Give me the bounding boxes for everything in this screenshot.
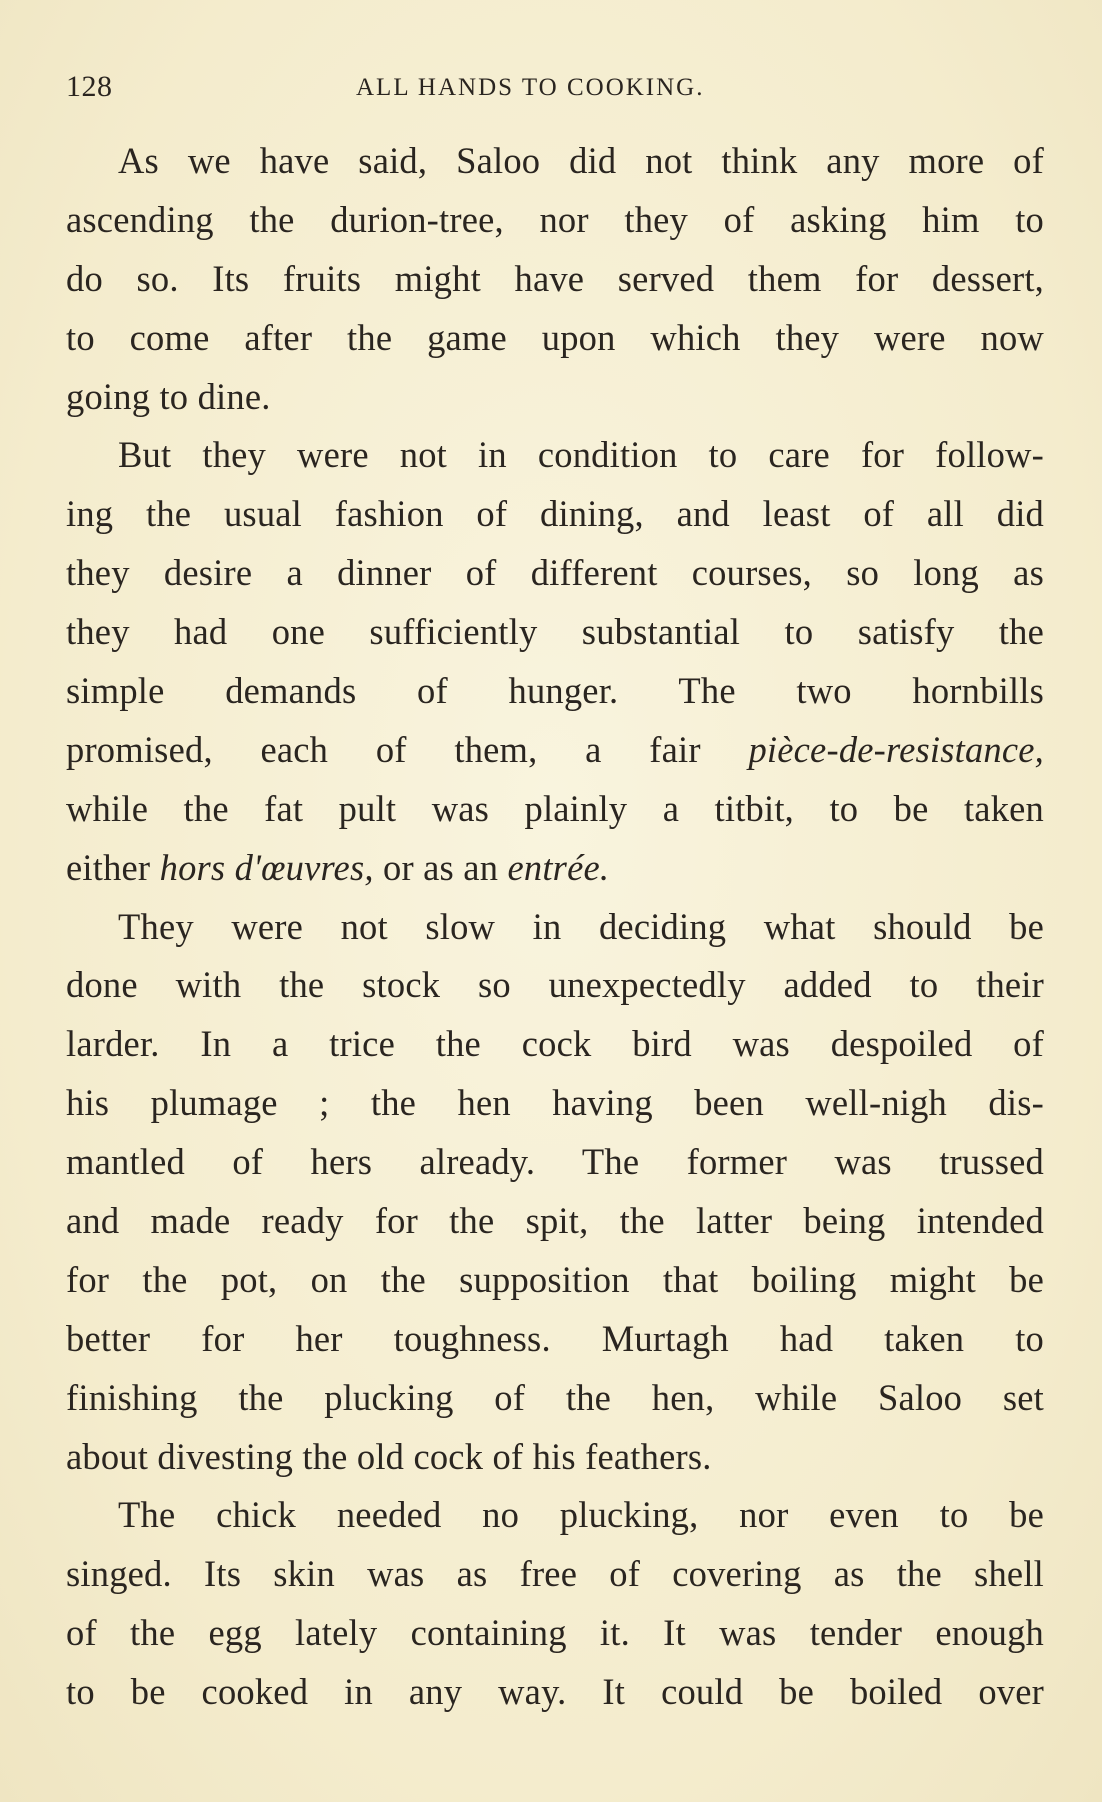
italic-phrase: hors d'œuvres, xyxy=(159,846,374,888)
text-line: finishing the plucking of the hen, while Saloo set xyxy=(66,1376,1044,1418)
text-line: ascending the durion-tree, nor they of asking him to xyxy=(66,198,1044,240)
text-line: and made ready for the spit, the latter being intended xyxy=(66,1200,1044,1242)
text-line: while the fat pult was plainly a titbit, to be taken xyxy=(66,787,1044,829)
text-line: to come after the game upon which they were now xyxy=(66,316,1044,358)
text-line: of the egg lately containing it. It was tender enough xyxy=(66,1612,1044,1654)
page-number: 128 xyxy=(66,70,113,103)
text-line: They were not slow in deciding what should be xyxy=(118,905,1044,947)
text-line: But they were not in condition to care for follow- xyxy=(118,434,1044,476)
text-line: done with the stock so unexpectedly added to their xyxy=(66,964,1044,1006)
text-segment: either xyxy=(66,846,151,888)
text-line: singed. Its skin was as free of covering as the shell xyxy=(66,1553,1044,1595)
text-line: for the pot, on the supposition that boiling might be xyxy=(66,1258,1044,1300)
text-segment: promised, each of them, a fair xyxy=(66,728,701,770)
text-line: they had one sufficiently substantial to satisfy the xyxy=(66,611,1044,653)
text-line: The chick needed no plucking, nor even to be xyxy=(118,1494,1044,1536)
text-line: going to dine. xyxy=(66,375,271,417)
page-header xyxy=(66,70,1046,110)
text-line: to be cooked in any way. It could be boiled over xyxy=(66,1671,1044,1713)
text-line: As we have said, Saloo did not think any more of xyxy=(118,140,1044,181)
text-line: better for her toughness. Murtagh had taken to xyxy=(66,1317,1044,1359)
italic-phrase: entrée. xyxy=(507,846,610,888)
body-text xyxy=(66,132,1044,1722)
text-line: mantled of hers already. The former was trussed xyxy=(66,1141,1044,1183)
italic-phrase: pièce-de-resistance, xyxy=(748,728,1044,770)
text-line: simple demands of hunger. The two hornbills xyxy=(66,670,1044,712)
text-line: they desire a dinner of different courses, so long as xyxy=(66,552,1044,594)
text-line: about divesting the old cock of his feathers. xyxy=(66,1435,712,1477)
text-segment: or as an xyxy=(383,846,499,888)
text-line-mixed xyxy=(66,839,1044,898)
text-line: larder. In a trice the cock bird was despoiled of xyxy=(66,1023,1044,1065)
running-head: ALL HANDS TO COOKING. xyxy=(356,74,705,101)
text-line: his plumage ; the hen having been well-nigh dis- xyxy=(66,1082,1044,1124)
text-line-mixed xyxy=(66,721,1044,780)
text-line: ing the usual fashion of dining, and least of all did xyxy=(66,493,1044,535)
text-line: do so. Its fruits might have served them for dessert, xyxy=(66,257,1044,299)
